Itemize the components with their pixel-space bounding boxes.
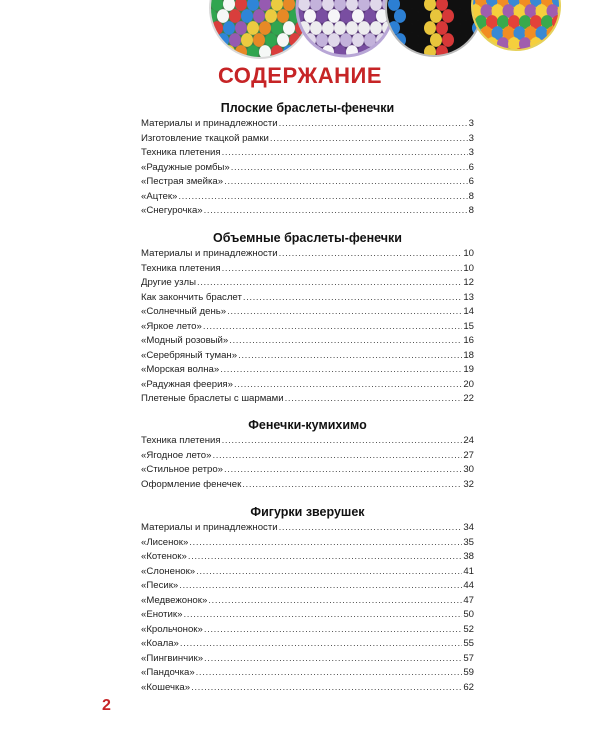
toc-entry[interactable] [141,449,474,464]
toc-entry-page: 50 [463,609,474,621]
dot-leader [203,320,463,335]
dot-leader [270,132,468,147]
toc-entry-page: 47 [463,594,474,606]
dot-leader [220,363,462,378]
toc-entry[interactable] [141,132,474,147]
toc-entry-page: 62 [463,682,474,694]
dot-leader [224,463,462,478]
dot-leader [191,681,462,696]
dot-leader [285,392,463,407]
section-animal-figures [141,503,474,696]
dot-leader [243,291,462,306]
toc-entry-title: «Пестрая змейка» [141,176,224,188]
toc-entry[interactable] [141,392,474,407]
toc-entry-page: 38 [463,551,474,563]
toc-entry-title: «Снегурочка» [141,205,203,217]
toc-entry[interactable] [141,320,474,335]
toc-entry[interactable] [141,434,474,449]
toc-entry-page: 27 [463,449,474,461]
toc-entry-page: 41 [463,565,474,577]
dot-leader [279,247,463,262]
dot-leader [188,550,462,565]
toc-entry-title: Техника плетения [141,435,221,446]
toc-entry-page: 18 [463,349,474,361]
toc-entry[interactable] [141,204,474,219]
section-heading: Фенечки-кумихимо [248,418,367,432]
toc-entry-title: Материалы и принадлежности [141,522,278,533]
toc-entry-page: 3 [468,118,474,129]
toc-entry-title: Как закончить браслет [141,291,242,303]
toc-entry-title: Материалы и принадлежности [141,118,278,129]
toc-entry-page: 15 [463,320,474,332]
toc-entry-page: 34 [463,522,474,533]
toc-entry[interactable] [141,478,474,493]
dot-leader [222,146,468,161]
toc-entry[interactable] [141,146,474,161]
toc-entry-page: 55 [463,638,474,650]
toc-entry-page: 16 [463,335,474,347]
toc-entry-title: «Серебряный туман» [141,349,238,361]
dot-leader [196,666,463,681]
toc-entry-title: «Солнечный день» [141,306,227,318]
toc-entry-page: 3 [468,147,474,159]
toc-entry[interactable] [141,117,474,132]
toc-entry-page: 35 [463,536,474,548]
page-number: 2 [102,697,111,714]
beads-photo-strip [0,0,600,60]
toc-entry-page: 3 [468,132,474,144]
toc-entry-title: «Ацтек» [141,190,178,202]
dot-leader [234,378,462,393]
toc-entry[interactable] [141,579,474,594]
toc-entry[interactable] [141,652,474,667]
toc-entry-page: 44 [463,580,474,592]
toc-entry-page: 8 [468,190,474,202]
toc-entry-title: Другие узлы [141,277,196,289]
toc-entry-title: «Коала» [141,638,179,650]
toc-entry[interactable] [141,521,474,536]
toc-entry[interactable] [141,608,474,623]
toc-entry-page: 32 [463,478,474,490]
toc-entry-title: «Котенок» [141,551,187,563]
toc-entry-title: «Морская волна» [141,364,220,376]
dot-leader [179,579,462,594]
toc-entry-title: «Лисенок» [141,536,189,548]
dot-leader [242,478,462,493]
dot-leader [204,652,462,667]
dot-leader [197,276,462,291]
entry-list [141,117,474,219]
dot-leader [222,434,463,449]
toc-entry[interactable] [141,536,474,551]
toc-entry-page: 10 [463,262,474,274]
dot-leader [279,521,463,536]
toc-entry-page: 6 [468,161,474,173]
toc-entry[interactable] [141,190,474,205]
toc-entry-title: «Радужные ромбы» [141,161,230,173]
toc-entry-title: «Песик» [141,580,179,592]
dot-leader [229,334,462,349]
dot-leader [180,637,462,652]
toc-entry-title: Оформление фенечек [141,478,242,490]
toc-entry-page: 19 [463,364,474,376]
toc-entry-title: Плетеные браслеты с шармами [141,393,284,405]
toc-entry[interactable] [141,291,474,306]
toc-entry[interactable] [141,681,474,696]
toc-entry-title: Техника плетения [141,262,221,274]
toc-entry-page: 57 [463,652,474,664]
dot-leader [204,623,462,638]
toc-title: СОДЕРЖАНИЕ [217,63,383,88]
toc-entry-page: 12 [463,277,474,289]
toc-entry[interactable] [141,378,474,393]
section-heading: Объемные браслеты-фенечки [213,231,402,245]
dot-leader [212,449,462,464]
dot-leader [231,161,468,176]
toc-entry-title: Техника плетения [141,147,221,159]
toc-entry-title: «Радужная феерия» [141,378,233,390]
toc-entry-page: 30 [463,464,474,476]
toc-entry-page: 24 [463,435,474,446]
toc-entry[interactable] [141,463,474,478]
toc-entry[interactable] [141,175,474,190]
toc-entry-page: 20 [463,378,474,390]
toc-entry-page: 6 [468,176,474,188]
toc-entry[interactable] [141,594,474,609]
dot-leader [178,190,467,205]
dot-leader [204,204,468,219]
entry-list [141,521,474,696]
toc-entry[interactable] [141,262,474,277]
toc-entry-title: «Стильное ретро» [141,464,224,476]
dot-leader [183,608,462,623]
toc-entry-title: Изготовление ткацкой рамки [141,132,269,144]
dot-leader [196,565,462,580]
dot-leader [224,175,468,190]
toc-entry-page: 14 [463,306,474,318]
toc-entry-title: «Модный розовый» [141,335,229,347]
toc-entry-page: 52 [463,623,474,635]
toc-entry-title: «Пандочка» [141,667,195,679]
dot-leader [189,536,462,551]
dot-leader [227,305,462,320]
toc-entry-title: «Ягодное лето» [141,449,212,461]
toc-entry-page: 59 [463,667,474,679]
toc-entry[interactable] [141,363,474,378]
section-heading: Плоские браслеты-фенечки [220,101,395,115]
dot-leader [238,349,462,364]
toc-entry[interactable] [141,666,474,681]
toc-entry[interactable] [141,349,474,364]
toc-entry-page: 13 [463,291,474,303]
toc-entry[interactable] [141,637,474,652]
toc-entry-page: 8 [468,205,474,217]
toc-entry-title: «Пингвинчик» [141,652,204,664]
toc-entry-title: «Енотик» [141,609,183,621]
toc-entry-title: «Медвежонок» [141,594,208,606]
toc-entry-page: 10 [463,248,474,259]
section-flat-bracelets [141,99,474,219]
toc-entry[interactable] [141,623,474,638]
toc-entry-title: Материалы и принадлежности [141,248,278,259]
toc-entry-title: «Крольчонок» [141,623,203,635]
entry-list [141,434,474,492]
section-volume-bracelets [141,229,474,407]
dot-leader [208,594,462,609]
toc-entry-title: «Яркое лето» [141,320,202,332]
toc-entry[interactable] [141,565,474,580]
section-kumihimo [141,416,474,492]
toc-entry[interactable] [141,550,474,565]
toc-entry[interactable] [141,161,474,176]
section-heading: Фигурки зверушек [250,505,365,519]
dot-leader [222,262,463,277]
toc-entry[interactable] [141,334,474,349]
toc-entry-title: «Кошечка» [141,682,191,694]
toc-entry-page: 22 [463,393,474,405]
toc-entry[interactable] [141,305,474,320]
toc-entry[interactable] [141,276,474,291]
toc-entry[interactable] [141,247,474,262]
dot-leader [279,117,468,132]
toc-entry-title: «Слоненок» [141,565,196,577]
entry-list [141,247,474,407]
